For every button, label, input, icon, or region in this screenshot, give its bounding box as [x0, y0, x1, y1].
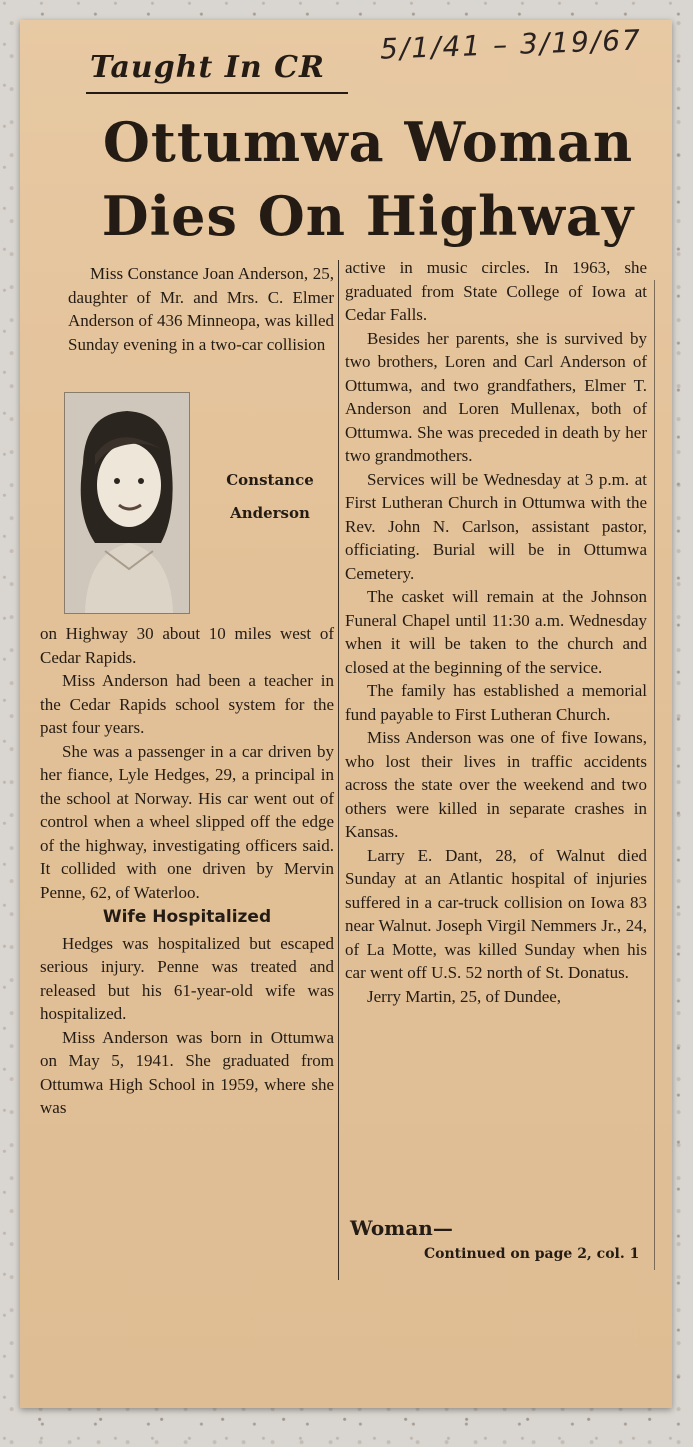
caption-first-name: Constance [226, 471, 314, 489]
article-paragraph: Miss Constance Joan Anderson, 25, daughter of Mr. and Mrs. C. Elmer Anderson of 436 Minneopa, was killed Sunday evening in a two-car collision [68, 264, 334, 354]
article-paragraph: The family has established a memorial fund payable to First Lutheran Church. [345, 681, 647, 724]
article-paragraph: Hedges was hospitalized but escaped serious injury. Penne was treated and released but his 61-year-old wife was hospitalized. [40, 933, 334, 1023]
article-paragraph: Miss Anderson was born in Ottumwa on May 5, 1941. She graduated from Ottumwa High School in 1959, where she was [40, 1027, 334, 1117]
headline-line-1: Ottumwa Woman [102, 110, 634, 174]
kicker-underline [86, 92, 348, 94]
left-column-bottom [40, 622, 334, 1120]
article-paragraph: Miss Anderson had been a teacher in the Cedar Rapids school system for the past four years. [40, 671, 334, 737]
article-paragraph: on Highway 30 about 10 miles west of Cedar Rapids. [40, 624, 334, 667]
article-paragraph: Larry E. Dant, 28, of Walnut died Sunday at an Atlantic hospital of injuries suffered in a car-truck collision on Iowa 83 near Walnut. Joseph Virgil Nemmers Jr., 24, of La Motte, was killed Sunday when his car went off U.S. 52 north of St. Donatus. [345, 845, 647, 982]
article-paragraph: active in music circles. In 1963, she graduated from State College of Iowa at Cedar Falls. [345, 258, 647, 324]
article-paragraph: Miss Anderson was one of five Iowans, who lost their lives in traffic accidents across the state over the weekend and two others were killed in separate crashes in Kansas. [345, 728, 647, 841]
jump-head: Woman— [350, 1216, 453, 1240]
portrait-photo [64, 392, 190, 614]
headline-line-2: Dies On Highway [101, 184, 635, 248]
newspaper-clipping [20, 20, 672, 1408]
kicker-heading: Taught In CR [90, 50, 325, 85]
left-column-top [68, 262, 334, 356]
photo-caption [220, 464, 320, 530]
article-paragraph: Jerry Martin, 25, of Dundee, [367, 986, 562, 1006]
article-paragraph: Besides her parents, she is survived by two brothers, Loren and Carl Anderson of Ottumwa, and two grandfathers, Elmer T. Anderson and Loren Mullenax, both of Ottumwa. She was preceded in death by her two grandmothers. [345, 328, 647, 465]
continued-line: Continued on page 2, col. 1 [424, 1246, 640, 1262]
subheading: Wife Hospitalized [102, 907, 272, 927]
right-column [345, 256, 647, 1008]
column-rule [338, 260, 339, 1280]
article-paragraph: The casket will remain at the Johnson Funeral Chapel until 11:30 a.m. Wednesday when it will be taken to the church and closed at the beginning of the service. [345, 587, 647, 677]
article-paragraph: Services will be Wednesday at 3 p.m. at First Lutheran Church in Ottumwa with the Rev. John N. Carlson, assistant pastor, officiating. Burial will be in Ottumwa Cemetery. [345, 469, 647, 583]
handwritten-dates: 5/1/41 – 3/19/67 [379, 23, 643, 66]
right-edge-rule [654, 280, 655, 1270]
portrait-illustration [65, 393, 189, 613]
article-paragraph: She was a passenger in a car driven by her fiance, Lyle Hedges, 29, a principal in the school at Norway. His car went out of control when a wheel slipped off the edge of the highway, investigating officers said. It collided with one driven by Mervin Penne, 62, of Waterloo. [40, 741, 334, 902]
caption-last-name: Anderson [230, 504, 310, 522]
